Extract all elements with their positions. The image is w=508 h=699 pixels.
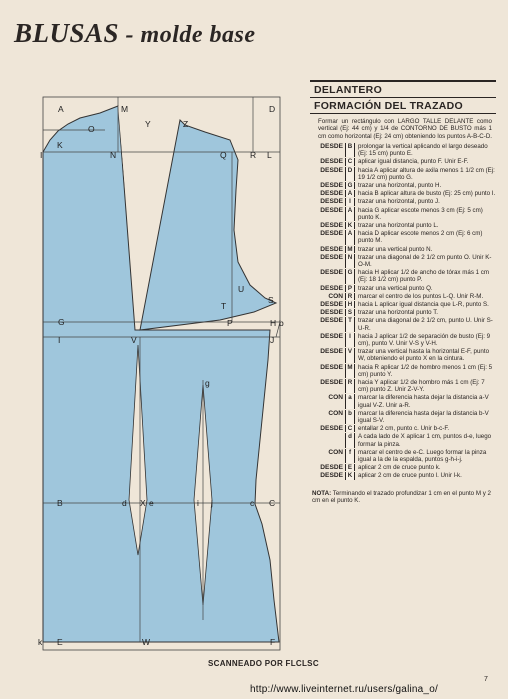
instruction-step [310, 364, 496, 378]
step-point: K [345, 472, 355, 479]
title-main: BLUSAS [14, 18, 120, 48]
point-label: J [270, 335, 275, 345]
instruction-step [310, 394, 496, 408]
step-point: P [345, 285, 355, 292]
note-text: Terminando el trazado profundizar 1 cm en el punto M y 2 cm en el punto K. [312, 489, 491, 504]
instruction-step [310, 301, 496, 308]
step-keyword: DESDE [320, 348, 343, 356]
step-text: trazar una horizontal, punto H. [358, 181, 442, 189]
point-label: k [38, 637, 43, 647]
title-sub: molde base [140, 22, 256, 48]
step-text: hacia J aplicar 1/2 de separación de busto (Ej: 9 cm), punto V. Unir V-S y V-H. [358, 332, 491, 347]
step-text: entallar 2 cm, punto c. Unir b-c-F. [358, 425, 450, 433]
step-text: hacia R aplicar 1/2 de hombro menos 1 cm (Ej: 5 cm) punto Y. [358, 363, 493, 378]
step-keyword: DESDE [320, 142, 343, 150]
point-label: E [57, 637, 63, 647]
step-text: trazar una horizontal punto T. [358, 309, 439, 317]
instruction-step [310, 464, 496, 471]
instruction-step [310, 230, 496, 244]
step-text: aplicar 2 cm de cruce punto k. [358, 464, 441, 472]
instruction-step [310, 472, 496, 479]
step-text: trazar una horizontal, punto J. [358, 198, 440, 206]
step-keyword: DESDE [320, 317, 343, 325]
instruction-step [310, 222, 496, 229]
instruction-step [310, 246, 496, 253]
step-text: hacia B aplicar altura de busto (Ej: 25 cm) punto I. [358, 190, 496, 198]
step-text: marcar el centro de los puntos L-Q. Unir R-M. [358, 292, 484, 300]
point-label: e [149, 498, 154, 508]
instruction-step [310, 317, 496, 331]
step-keyword: DESDE [320, 230, 343, 238]
instructions-note [310, 490, 496, 505]
instruction-step [310, 410, 496, 424]
bodice-piece [43, 106, 279, 642]
instruction-step [310, 269, 496, 283]
step-point: B [345, 143, 355, 157]
step-keyword: DESDE [320, 378, 343, 386]
point-label: L [267, 150, 272, 160]
step-keyword: DESDE [320, 181, 343, 189]
instruction-step [310, 158, 496, 165]
instruction-step [310, 182, 496, 189]
step-point: G [345, 269, 355, 283]
instructions-title: DELANTERO [310, 80, 496, 97]
step-text: trazar una vertical punto N. [358, 245, 433, 253]
step-point: C [345, 425, 355, 432]
point-label: d [122, 498, 127, 508]
step-text: A cada lado de X aplicar 1 cm, puntos d-e, luego formar la pinza. [358, 433, 492, 448]
point-label: S [268, 295, 274, 305]
step-keyword: DESDE [320, 464, 343, 472]
instruction-step [310, 293, 496, 300]
step-text: hacia L aplicar igual distancia que L-R, punto S. [358, 300, 489, 308]
step-point: M [345, 246, 355, 253]
step-point: A [345, 190, 355, 197]
step-point: A [345, 230, 355, 244]
point-label: K [57, 140, 63, 150]
step-keyword: DESDE [320, 158, 343, 166]
step-text: aplicar igual distancia, punto F. Unir E-F. [358, 158, 469, 166]
instruction-step [310, 425, 496, 432]
step-point: d [345, 433, 355, 447]
instruction-step [310, 309, 496, 316]
instruction-step [310, 190, 496, 197]
step-keyword: DESDE [320, 245, 343, 253]
point-label: A [58, 104, 64, 114]
step-point: M [345, 364, 355, 378]
instruction-step [310, 143, 496, 157]
step-text: hacia H aplicar 1/2 de ancho de tórax más 1 cm (Ej: 18 1/2 cm) punto P. [358, 269, 490, 284]
step-point: b [345, 410, 355, 424]
point-label: I [40, 150, 43, 160]
scan-credit: SCANNEADO POR FLCLSC [208, 659, 319, 668]
point-label: M [121, 104, 129, 114]
step-point: V [345, 348, 355, 362]
step-keyword: DESDE [320, 363, 343, 371]
step-text: trazar una vertical punto Q. [358, 284, 433, 292]
instruction-step [310, 449, 496, 463]
step-text: aplicar 2 cm de cruce punto l. Unir l-k. [358, 472, 462, 480]
step-keyword: DESDE [320, 253, 343, 261]
point-label: U [238, 284, 245, 294]
point-label: C [269, 498, 276, 508]
step-point: a [345, 394, 355, 408]
step-point: I [345, 333, 355, 347]
point-label: c [250, 498, 255, 508]
step-point: C [345, 158, 355, 165]
point-label: O [88, 124, 95, 134]
step-text: hacia D aplicar escote menos 2 cm (Ej: 6 cm) punto M. [358, 230, 483, 245]
step-text: marcar la diferencia hasta dejar la distancia a-V igual V-Z. Unir a-R. [358, 394, 489, 409]
point-label: B [57, 498, 63, 508]
step-point: N [345, 254, 355, 268]
instruction-step [310, 433, 496, 447]
point-label: P [227, 318, 233, 328]
step-keyword: DESDE [320, 309, 343, 317]
point-label: i [197, 498, 199, 508]
instruction-step [310, 207, 496, 221]
step-text: trazar una diagonal de 2 1/2 cm, punto U. Unir S-U-R. [358, 317, 493, 332]
point-label: G [58, 317, 65, 327]
point-label: R [250, 150, 257, 160]
step-point: R [345, 293, 355, 300]
point-label: V [131, 335, 137, 345]
step-text: trazar una diagonal de 2 1/2 cm punto O. Unir K-O-M. [358, 253, 492, 268]
step-keyword: CON [328, 394, 343, 402]
page-number: 7 [484, 676, 488, 683]
step-text: trazar una horizontal punto L. [358, 221, 439, 229]
step-point: T [345, 317, 355, 331]
step-text: hacia Y aplicar 1/2 de hombro más 1 cm (Ej: 7 cm) punto Z. Unir Z-V-Y. [358, 378, 485, 394]
step-keyword: DESDE [320, 198, 343, 206]
point-label: Y [145, 119, 151, 129]
instructions-intro: Formar un rectángulo con LARGO TALLE DELANTE como vertical (Ej: 44 cm) y 1/4 de CONTORNO DE BUSTO más 1 cm como horizontal (Ej: 24 cm) obteniendo los puntos A-B-C-D. [318, 118, 493, 140]
instruction-step [310, 198, 496, 205]
step-keyword: DESDE [320, 269, 343, 277]
step-keyword: DESDE [320, 472, 343, 480]
step-point: R [345, 379, 355, 393]
instruction-step [310, 379, 496, 393]
instructions-subtitle: FORMACIÓN DEL TRAZADO [310, 97, 496, 114]
step-keyword: DESDE [320, 166, 343, 174]
step-keyword: CON [328, 409, 343, 417]
step-keyword: DESDE [320, 300, 343, 308]
page-title: BLUSAS - molde base [14, 18, 256, 48]
point-label: F [270, 637, 276, 647]
instructions-panel [310, 80, 496, 504]
step-keyword [310, 433, 345, 447]
instruction-step [310, 254, 496, 268]
step-point: f [345, 449, 355, 463]
step-keyword: DESDE [320, 332, 343, 340]
point-label: H [270, 318, 277, 328]
step-keyword: CON [328, 448, 343, 456]
step-point: G [345, 182, 355, 189]
point-label: Q [220, 150, 227, 160]
step-point: K [345, 222, 355, 229]
instruction-step [310, 167, 496, 181]
point-label: X [140, 498, 146, 508]
point-label: g [205, 378, 210, 388]
step-keyword: DESDE [320, 425, 343, 433]
step-point: D [345, 167, 355, 181]
point-label: j [211, 498, 213, 508]
step-point: I [345, 198, 355, 205]
step-keyword: DESDE [320, 190, 343, 198]
point-label: W [142, 637, 151, 647]
step-text: prolongar la vertical aplicando el largo deseado (Ej: 15 cm) punto E. [358, 142, 488, 158]
step-point: A [345, 207, 355, 221]
step-text: hacia A aplicar altura de axila menos 1 1/2 cm (Ej: 19 1/2 cm) punto G. [358, 166, 495, 181]
step-keyword: DESDE [320, 206, 343, 214]
instruction-step [310, 285, 496, 292]
instruction-steps [310, 143, 496, 480]
step-keyword: CON [328, 292, 343, 300]
point-label: D [269, 104, 276, 114]
step-text: marcar la diferencia hasta dejar la distancia b-V igual S-V. [358, 409, 489, 424]
step-text: marcar el centro de e-C. Luego formar la pinza igual a la de la espalda, puntos g-h-i-j. [358, 448, 487, 464]
instruction-step [310, 333, 496, 347]
step-text: hacia G aplicar escote menos 3 cm (Ej: 5 cm) punto K. [358, 206, 483, 221]
point-label: N [110, 150, 117, 160]
step-text: trazar una vertical hasta la horizontal E-F, punto W, obteniendo el punto X en la cintura. [358, 348, 490, 363]
step-point: H [345, 301, 355, 308]
point-label: Z [183, 119, 189, 129]
point-label: I [58, 335, 61, 345]
point-label: T [221, 301, 227, 311]
instruction-step [310, 348, 496, 362]
note-label: NOTA: [312, 489, 332, 497]
step-point: S [345, 309, 355, 316]
step-keyword: DESDE [320, 284, 343, 292]
step-keyword: DESDE [320, 221, 343, 229]
watermark-url[interactable]: http://www.liveinternet.ru/users/galina_o/ [250, 684, 438, 695]
step-point: E [345, 464, 355, 471]
point-label: b [279, 318, 284, 328]
